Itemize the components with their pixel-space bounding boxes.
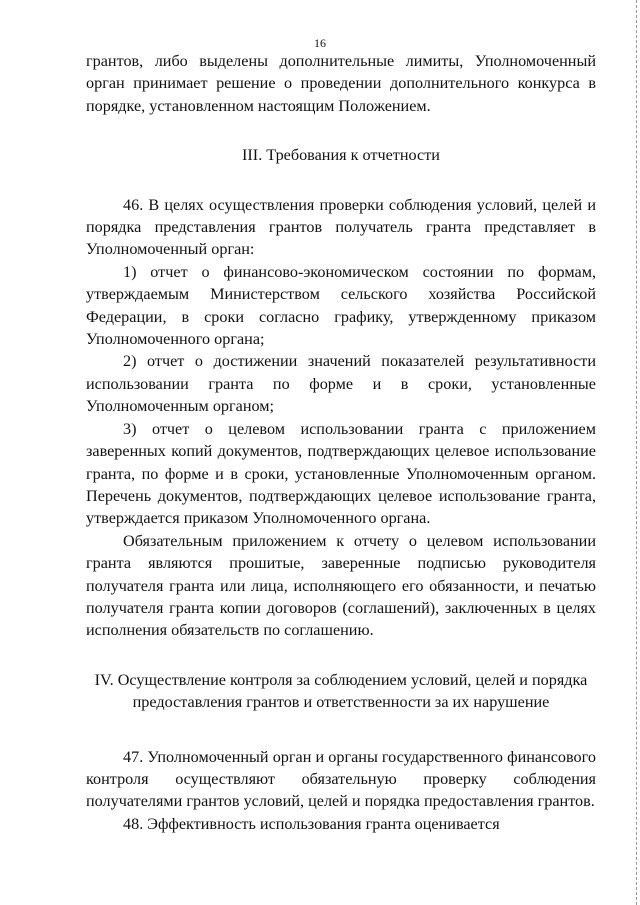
section-4-title-line-2: предоставления грантов и ответственности за их нарушение	[132, 693, 550, 712]
paragraph-46-item-3: 3) отчет о целевом использовании гранта с приложением заверенных копий документов, подтверждающих целевое использование гранта, по форме и в сроки, установленные Уполномоченным органом. Перечень документов, подтверждающих целевое использование гранта, утверждается приказом Уполномоченного органа.	[86, 419, 596, 528]
scan-edge-line	[636, 0, 637, 905]
section-3-title: III. Требования к отчетности	[242, 146, 440, 165]
paragraph-46-item-2: 2) отчет о достижении значений показателей результативности использовании гранта по форме и в сроки, установленные Уполномоченным органом;	[86, 352, 596, 416]
paragraph-46: 46. В целях осуществления проверки соблюдения условий, целей и порядка представления грантов получатель гранта представляет в Уполномоченный орган:	[86, 195, 596, 259]
paragraph-46-item-1: 1) отчет о финансово-экономическом состоянии по формам, утверждаемым Министерством сельского хозяйства Российской Федерации, в сроки согласно графику, утвержденному приказом Уполномоченного органа;	[86, 262, 596, 349]
paragraph-47: 47. Уполномоченный орган и органы государственного финансового контроля осуществляют обязательную проверку соблюдения получателями грантов условий, целей и порядка предоставления грантов.	[86, 747, 596, 811]
paragraph-48: 48. Эффективность использования гранта оценивается	[123, 814, 500, 833]
paragraph-intro-continuation: грантов, либо выделены дополнительные лимиты, Уполномоченный орган принимает решение о проведении дополнительного конкурса в порядке, установленном настоящим Положением.	[86, 52, 596, 115]
section-4-title-line-1: IV. Осуществление контроля за соблюдением условий, целей и порядка	[94, 670, 588, 689]
paragraph-46-annex: Обязательным приложением к отчету о целевом использовании гранта являются прошитые, заверенные подписью руководителя получателя гранта или лица, исполняющего его обязанности, и печатью получателя гранта копии договоров (соглашений), заключенных в целях исполнения обязательств по соглашению.	[86, 531, 596, 640]
document-body	[86, 50, 596, 835]
page-number: 16	[314, 36, 326, 50]
